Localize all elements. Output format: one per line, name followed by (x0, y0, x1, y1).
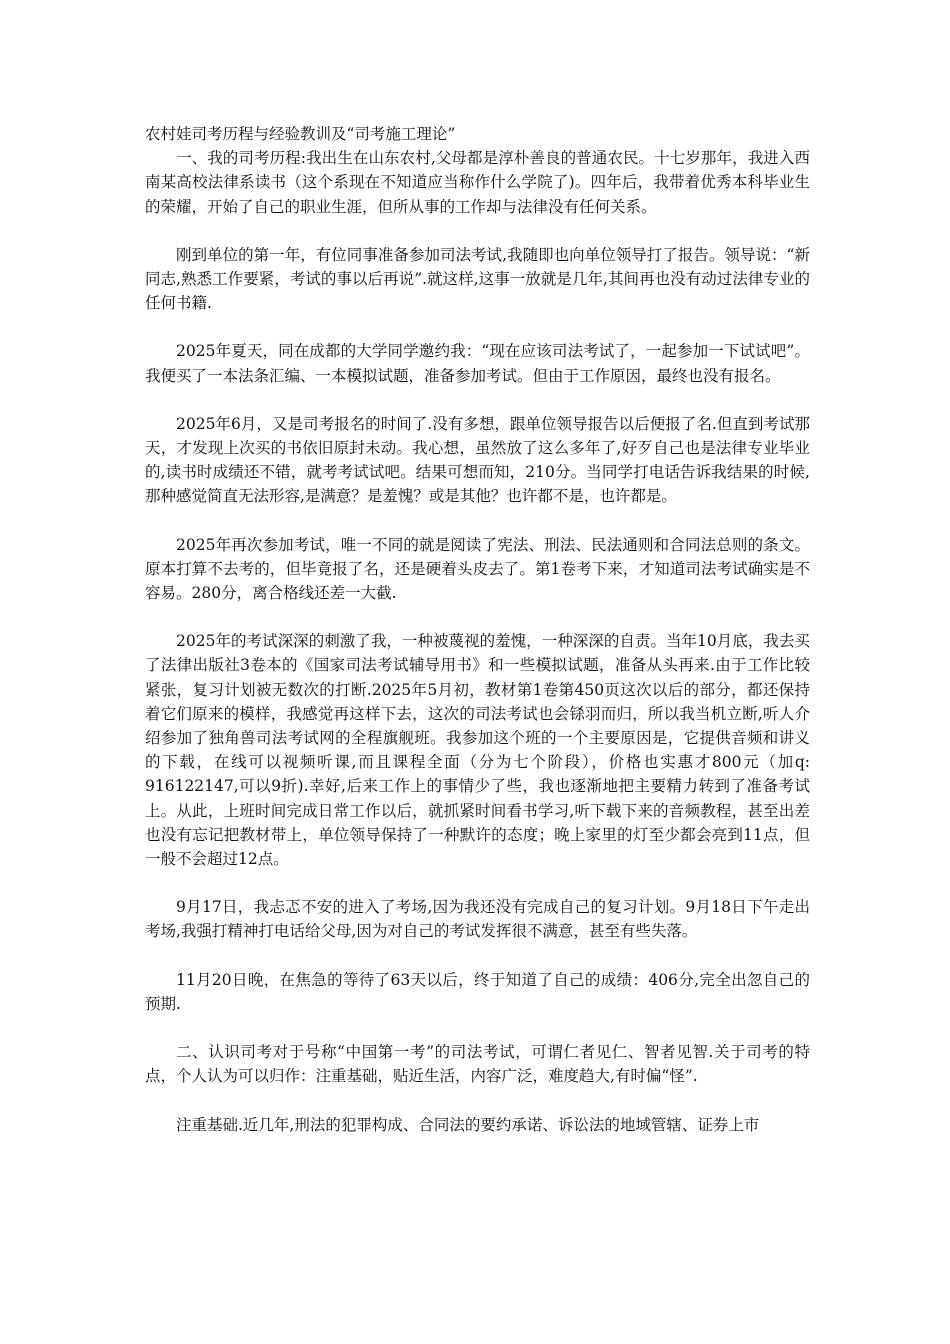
paragraph-4: 2025年6月，又是司考报名的时间了.没有多想，跟单位领导报告以后便报了名.但直到考试那天，才发现上次买的书依旧原封未动。我心想，虽然放了这么多年了,好歹自己也是法律专业毕业的,读书时成绩还不错，就考考试试吧。结果可想而知，210分。当同学打电话告诉我结果的时候,那种感觉简直无法形容,是满意？是羞愧？或是其他？也许都不是，也许都是。 (145, 414, 810, 506)
paragraph-5: 2025年再次参加考试，唯一不同的就是阅读了宪法、刑法、民法通则和合同法总则的条文。原本打算不去考的，但毕竟报了名，还是硬着头皮去了。第1卷考下来，才知道司法考试确实是不容易。280分，离合格线还差一大截. (145, 535, 810, 603)
paragraph-6: 2025年的考试深深的刺激了我，一种被蔑视的羞愧，一种深深的自责。当年10月底，我去买了法律出版社3卷本的《国家司法考试辅导用书》和一些模拟试题，准备从头再来.由于工作比较紧张，复习计划被无数次的打断.2025年5月初，教材第1卷第450页这次以后的部分，都还保持着它们原来的模样，我感觉再这样下去，这次的司法考试也会铩羽而归，所以我当机立断,听人介绍参加了独角兽司法考试网的全程旗舰班。我参加这个班的一个主要原因是，它提供音频和讲义的下载，在线可以视频听课,而且课程全面（分为七个阶段），价格也实惠才800元（加q: 916122147,可以9折).幸好,后来工作上的事情少了些，我也逐渐地把主要精力转到了准备考试上。从此，上班时间完成日常工作以后，就抓紧时间看书学习,听下载下来的音频教程，甚至出差也没有忘记把教材带上，单位领导保持了一种默许的态度；晚上家里的灯至少都会亮到11点，但一般不会超过12点。 (145, 632, 810, 869)
paragraph-2: 刚到单位的第一年，有位同事准备参加司法考试,我随即也向单位领导打了报告。领导说：“新同志,熟悉工作要紧，考试的事以后再说”.就这样,这事一放就是几年,其间再也没有动过法律专业的任何书籍. (145, 245, 810, 313)
paragraph-7: 9月17日，我忐忑不安的进入了考场,因为我还没有完成自己的复习计划。9月18日下午走出考场,我强打精神打电话给父母,因为对自己的考试发挥很不满意，甚至有些失落。 (145, 898, 810, 941)
document-title: 农村娃司考历程与经验教训及“司考施工理论” (145, 125, 456, 143)
paragraph-10: 注重基础.近几年,刑法的犯罪构成、合同法的要约承诺、诉讼法的地域管辖、证券上市 (176, 1115, 760, 1134)
paragraph-3: 2025年夏天，同在成都的大学同学邀约我：“现在应该司法考试了，一起参加一下试试吧”。我便买了一本法条汇编、一本模拟试题，准备参加考试。但由于工作原因，最终也没有报名。 (145, 342, 810, 385)
paragraph-8: 11月20日晚，在焦急的等待了63天以后，终于知道了自己的成绩：406分,完全出忽自己的预期. (145, 970, 810, 1013)
paragraph-9: 二、认识司考对于号称“中国第一考”的司法考试，可谓仁者见仁、智者见智.关于司考的特点，个人认为可以归作：注重基础，贴近生活，内容广泛，难度趋大,有时偏“怪”. (145, 1043, 810, 1086)
paragraph-1: 一、我的司考历程:我出生在山东农村,父母都是淳朴善良的普通农民。十七岁那年，我进入西南某高校法律系读书（这个系现在不知道应当称作什么学院了)。四年后，我带着优秀本科毕业生的荣耀，开始了自己的职业生涯，但所从事的工作却与法律没有任何关系。 (145, 149, 810, 216)
document-page (145, 122, 810, 1161)
